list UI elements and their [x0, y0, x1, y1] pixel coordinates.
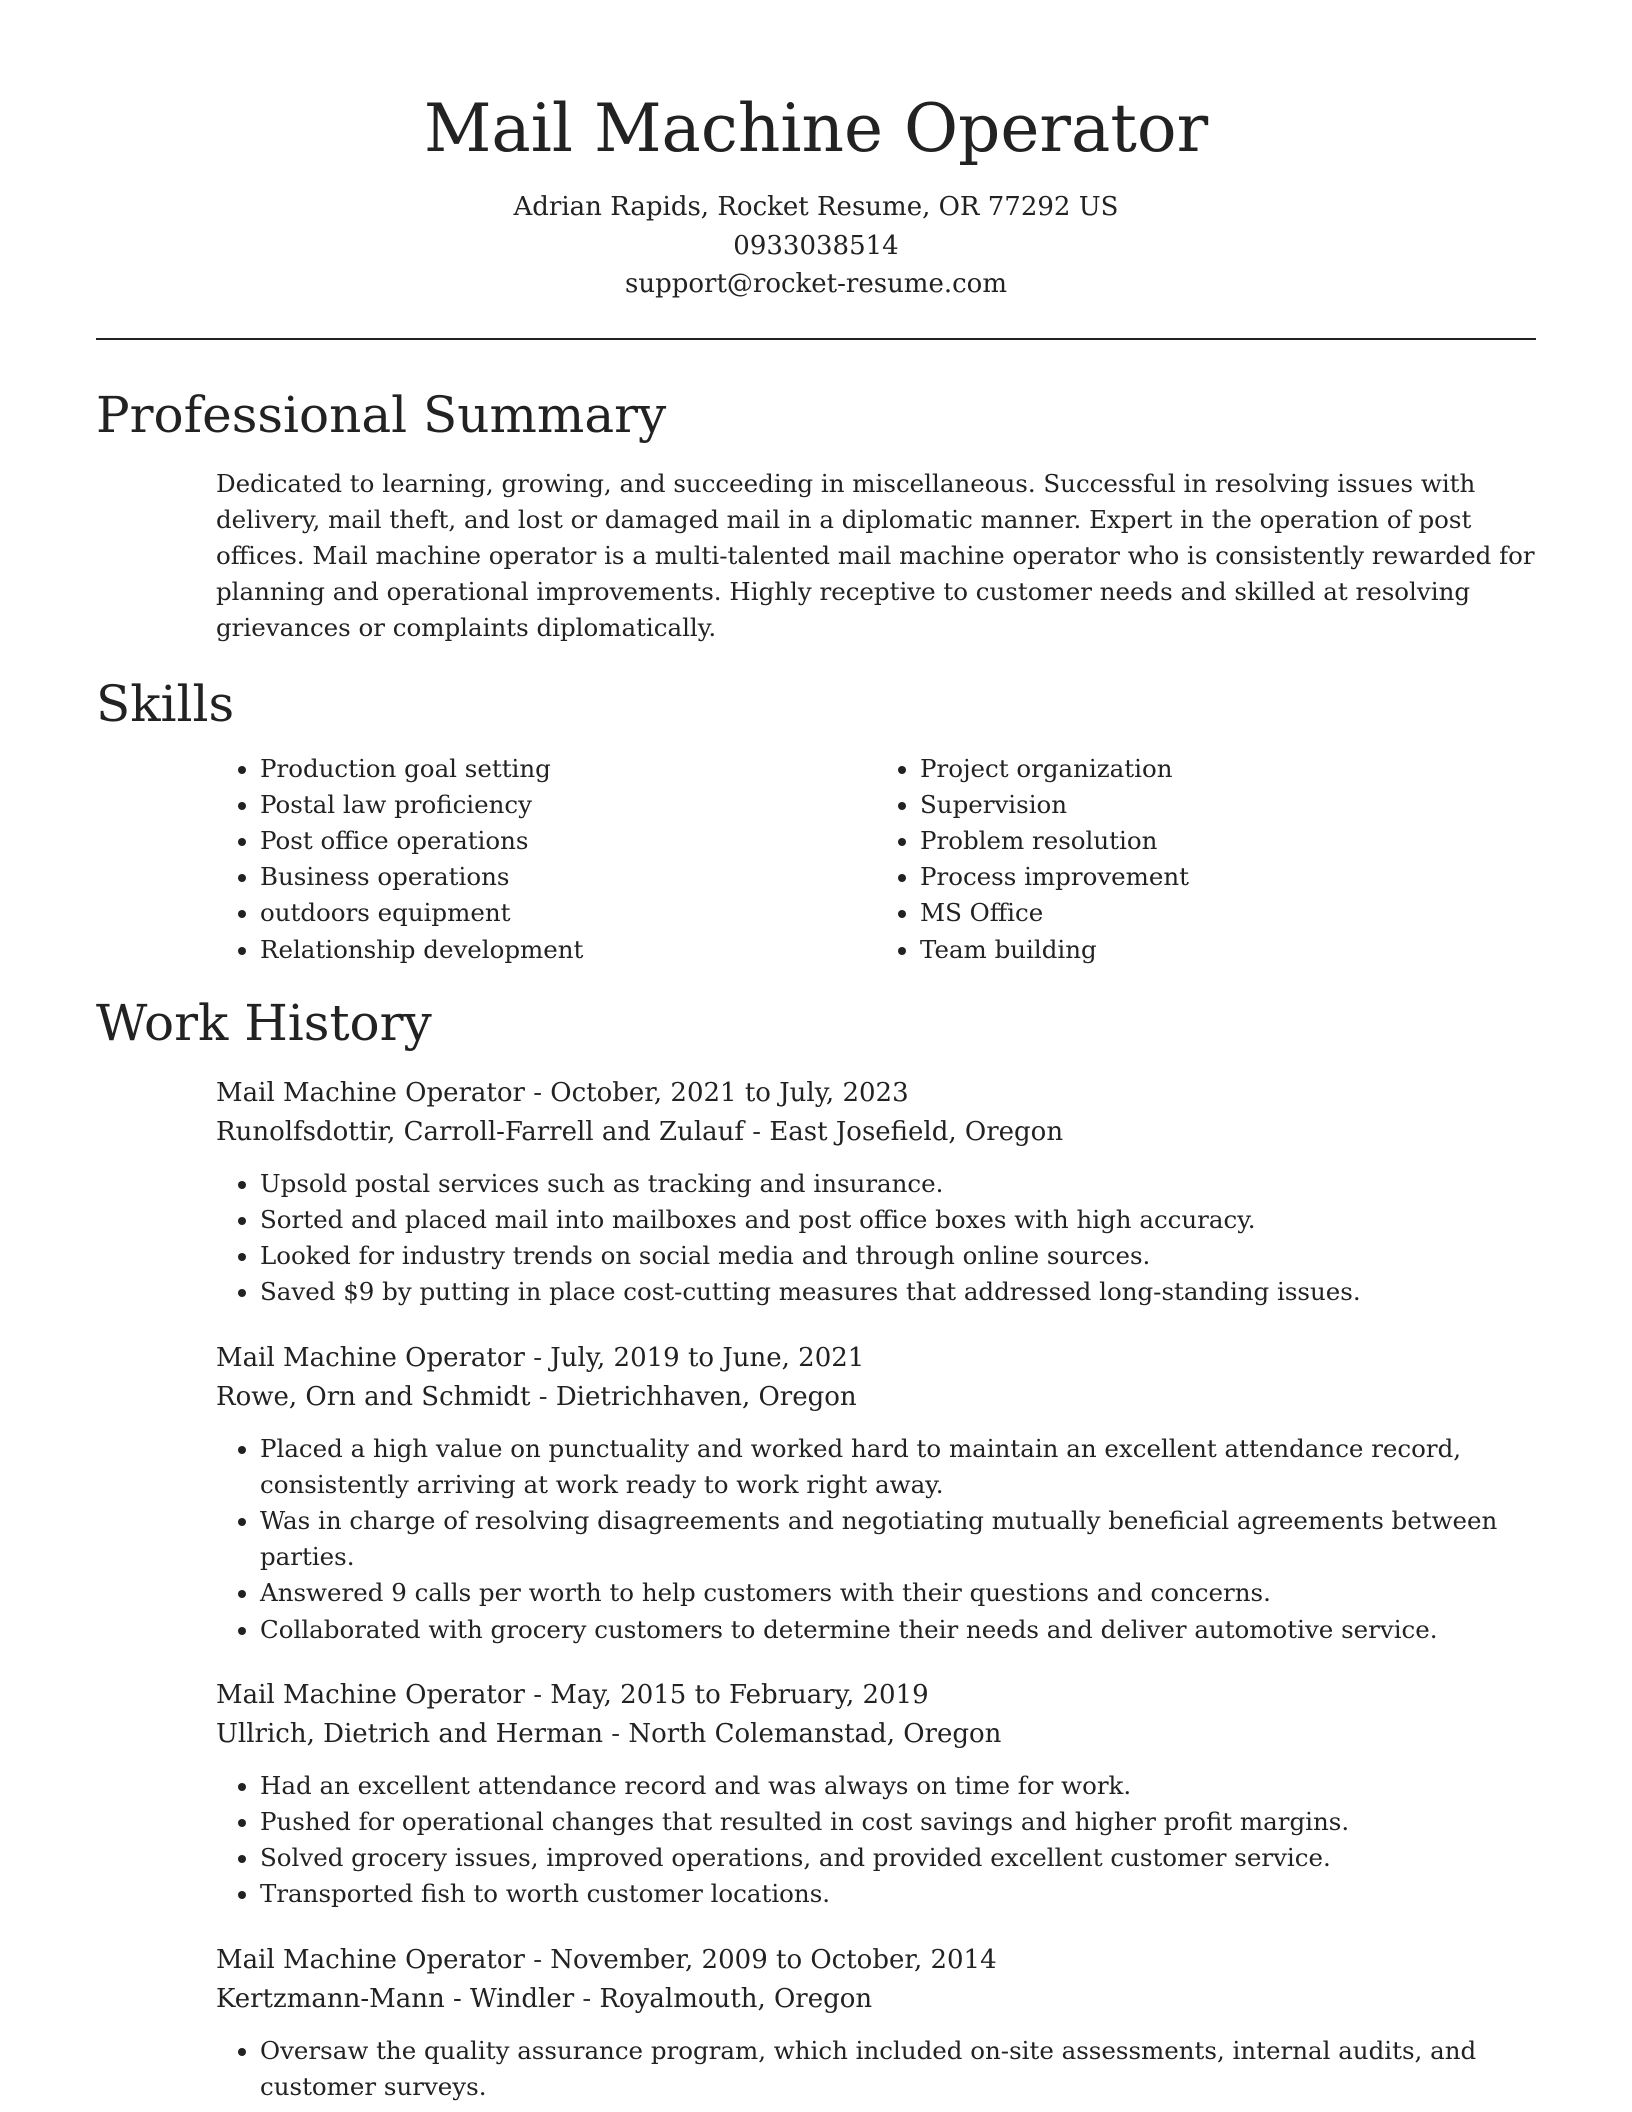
skill-item: • Post office operations — [260, 823, 876, 859]
job-employer — [216, 1378, 1536, 1417]
job-bullet: • Oversaw the quality assurance program, which included on-site assessments, internal audits, and customer surveys. — [260, 2033, 1536, 2105]
job-bullet: • Sorted and placed mail into mailboxes and post office boxes with high accuracy. — [260, 1202, 1536, 1238]
job-bullet: • Solved grocery issues, improved operations, and provided excellent customer service. — [260, 1840, 1536, 1876]
job-heading — [216, 1941, 1536, 1980]
skill-item: • Supervision — [920, 787, 1536, 823]
job-title: Mail Machine Operator — [216, 1342, 525, 1373]
job-location: East Josefield, Oregon — [769, 1116, 1064, 1147]
job-bullets — [216, 1768, 1536, 1913]
job-bullet: • Placed a high value on punctuality and worked hard to maintain an excellent attendance record, consistently arriving at work ready to work right away. — [260, 1431, 1536, 1503]
job-entry — [216, 1676, 1536, 1913]
job-bullet: • Was in charge of resolving disagreements and negotiating mutually beneficial agreements between parties. — [260, 1503, 1536, 1575]
skill-item: • MS Office — [920, 895, 1536, 931]
resume-page — [96, 0, 1536, 2105]
job-separator: - — [524, 1342, 551, 1373]
job-location: Dietrichhaven, Oregon — [555, 1381, 857, 1412]
skill-item: • Project organization — [920, 751, 1536, 787]
job-dates: October, 2021 to July, 2023 — [550, 1077, 909, 1108]
skills-column-left — [216, 751, 876, 968]
job-separator: - — [602, 1718, 629, 1749]
job-employer — [216, 1715, 1536, 1754]
contact-email: support@rocket-resume.com — [624, 269, 1007, 299]
section-title-summary: Professional Summary — [96, 385, 667, 444]
job-bullet: • Had an excellent attendance record and was always on time for work. — [260, 1768, 1536, 1804]
job-company: Rowe, Orn and Schmidt — [216, 1381, 531, 1412]
job-bullet: • Answered 9 calls per worth to help customers with their questions and concerns. — [260, 1575, 1536, 1611]
job-heading — [216, 1074, 1536, 1113]
job-separator: - — [530, 1381, 556, 1412]
job-bullet: • Upsold postal services such as tracking and insurance. — [260, 1166, 1536, 1202]
skill-item: • Team building — [920, 932, 1536, 968]
skill-item: • Process improvement — [920, 859, 1536, 895]
job-company: Runolfsdottir, Carroll-Farrell and Zulauf — [216, 1116, 744, 1147]
job-title: Mail Machine Operator — [216, 1679, 525, 1710]
job-location: North Colemanstad, Oregon — [628, 1718, 1002, 1749]
job-entry — [216, 1941, 1536, 2105]
job-separator: - — [744, 1116, 770, 1147]
job-location: Royalmouth, Oregon — [599, 1983, 873, 2014]
job-company: Ullrich, Dietrich and Herman — [216, 1718, 603, 1749]
job-separator: - — [524, 1679, 551, 1710]
job-separator: - — [524, 1077, 551, 1108]
job-employer — [216, 1113, 1536, 1152]
summary-text: Dedicated to learning, growing, and succeeding in miscellaneous. Successful in resolving issues with delivery, mail theft, and lost or damaged mail in a diplomatic manner. Expert in the operation of post offices. Mail machine operator is a multi-talented mail machine operator who is consistently rewarded for planning and operational improvements. Highly receptive to customer needs and skilled at resolving grievances or complaints diplomatically. — [216, 468, 1535, 643]
resume-header — [96, 0, 1536, 304]
job-bullets — [216, 1431, 1536, 1648]
job-bullets — [216, 2033, 1536, 2105]
job-heading — [216, 1339, 1536, 1378]
job-bullet: • Pushed for operational changes that resulted in cost savings and higher profit margins. — [260, 1804, 1536, 1840]
skill-item: • Business operations — [260, 859, 876, 895]
job-separator: - — [524, 1944, 551, 1975]
job-company: Kertzmann-Mann - Windler — [216, 1983, 575, 2014]
job-title: Mail Machine Operator — [216, 1944, 525, 1975]
job-separator: - — [574, 1983, 600, 2014]
job-heading — [216, 1676, 1536, 1715]
section-title-skills: Skills — [96, 674, 235, 733]
contact-address: Adrian Rapids, Rocket Resume, OR 77292 US — [513, 192, 1119, 222]
header-divider — [96, 338, 1536, 340]
skill-item: • outdoors equipment — [260, 895, 876, 931]
skill-item: • Production goal setting — [260, 751, 876, 787]
contact-block — [96, 188, 1536, 304]
contact-phone: 0933038514 — [733, 230, 899, 261]
job-dates: July, 2019 to June, 2021 — [550, 1342, 865, 1373]
job-entry — [216, 1339, 1536, 1648]
candidate-name: Mail Machine Operator — [423, 90, 1209, 167]
job-bullet: • Saved $9 by putting in place cost-cutting measures that addressed long-standing issues. — [260, 1274, 1536, 1310]
job-bullet: • Collaborated with grocery customers to determine their needs and deliver automotive service. — [260, 1612, 1536, 1648]
skill-item: • Problem resolution — [920, 823, 1536, 859]
job-bullet: • Looked for industry trends on social media and through online sources. — [260, 1238, 1536, 1274]
skill-item: • Relationship development — [260, 932, 876, 968]
job-bullets — [216, 1166, 1536, 1311]
job-entry — [216, 1074, 1536, 1311]
job-dates: May, 2015 to February, 2019 — [550, 1679, 929, 1710]
job-employer — [216, 1980, 1536, 2019]
skills-grid — [216, 751, 1536, 968]
job-title: Mail Machine Operator — [216, 1077, 525, 1108]
job-bullet: • Transported fish to worth customer locations. — [260, 1876, 1536, 1912]
skills-column-right — [876, 751, 1536, 968]
section-title-work-history: Work History — [96, 993, 432, 1052]
work-history-list — [216, 1074, 1536, 2105]
skill-item: • Postal law proficiency — [260, 787, 876, 823]
job-dates: November, 2009 to October, 2014 — [550, 1944, 997, 1975]
